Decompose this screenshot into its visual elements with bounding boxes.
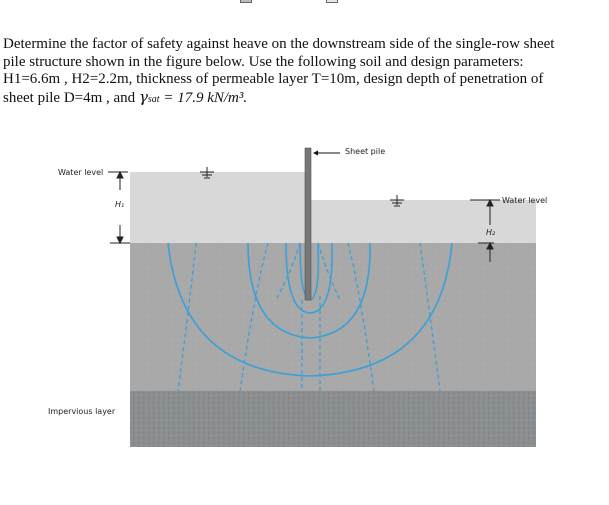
problem-line-1: Determine the factor of safety against heave on the downstream side of the single-row sheet [3,36,555,52]
downstream-water [306,200,536,243]
water-level-right-label: Water level [502,196,548,205]
sheet-pile-label: Sheet pile [345,147,386,156]
problem-line-4: sheet pile D=4m , and γsat = 17.9 kN/m³. [3,87,248,106]
impervious-layer [130,391,536,447]
sheet-pile [305,148,311,300]
water-level-left-label: Water level [58,168,104,177]
upstream-water [130,172,306,243]
impervious-layer-label: Impervious layer [48,407,116,416]
h1-label: H₁ [115,200,125,209]
h2-label: H₂ [486,228,496,237]
sheet-pile-arrowhead [313,151,318,156]
problem-line-2: pile structure shown in the figure below. Use the following soil and design parameters: [3,53,524,70]
problem-line-3: H1=6.6m , H2=2.2m, thickness of permeable layer T=10m, design depth of penetration of [3,71,544,87]
